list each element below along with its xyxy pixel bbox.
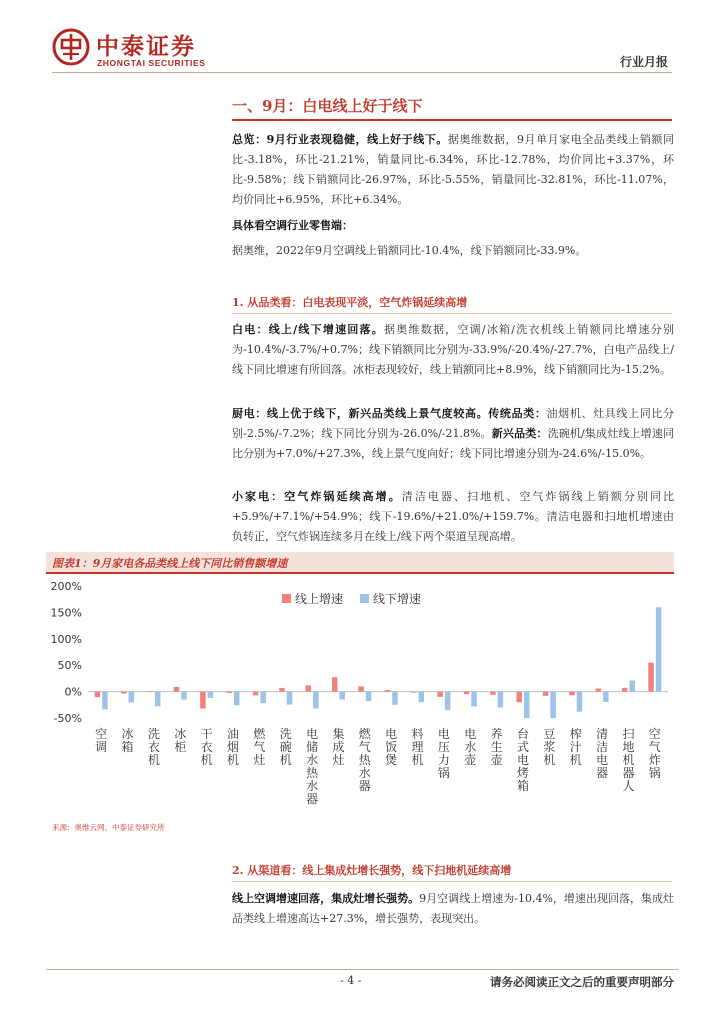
small-appliance-lead: 小家电：空气炸锅延续高增。 <box>232 490 402 503</box>
bar-online <box>306 685 312 691</box>
bar-online <box>332 677 338 691</box>
bar-offline <box>498 692 504 708</box>
subsection-1-divider <box>232 313 672 314</box>
x-category-label: 燃气热水器 <box>358 727 371 793</box>
bar-online <box>95 692 101 697</box>
channel-body: 9月空调线上增速为-10.4%，增速出现回落，集成灶品类线上增速高达+27.3%，增长强势，表现突出。 <box>232 892 674 925</box>
x-category-label: 冰箱 <box>121 727 134 754</box>
bar-offline <box>656 607 662 691</box>
section-title-underline <box>232 119 672 121</box>
bar-online <box>253 692 259 696</box>
bar-online <box>596 688 602 691</box>
figure-source: 来源：奥维云网、中泰证券研究所 <box>52 823 165 832</box>
x-category-label: 电储水热水器 <box>306 727 319 806</box>
bar-online <box>569 692 575 696</box>
x-category-label: 油烟机 <box>226 727 240 767</box>
y-tick-label: 200% <box>50 580 82 593</box>
bar-chart <box>46 574 674 818</box>
bar-offline <box>392 692 398 705</box>
bar-online <box>622 688 628 692</box>
x-category-label: 电饭煲 <box>385 727 398 767</box>
bar-offline <box>550 692 556 718</box>
white-goods-body: 据奥维数据，空调/冰箱/洗衣机线上销额同比增速分别为-10.4%/-3.7%/+0.7%；线下销额同比分别为-33.9%/-20.4%/-27.7%，白电产品线上/线下同比增速有所回落。冰柜表现较好，线上销额同比+8.9%，线下销额同比为-15.2%。 <box>232 323 674 376</box>
x-category-label: 清洁电器 <box>596 727 609 780</box>
bar-offline <box>419 692 425 703</box>
footer-divider <box>46 969 678 970</box>
bar-offline <box>260 692 266 704</box>
channel-lead: 线上空调增速回落，集成灶增长强势。 <box>232 892 420 905</box>
kitchen-body-1: 油烟机、灶具线上同比分别-2.5%/-7.2%；线下同比分别为-26.0%/-21.8%。 <box>232 407 675 440</box>
bar-online <box>385 690 391 692</box>
bar-offline <box>577 692 583 712</box>
bar-online <box>174 687 180 692</box>
x-category-label: 扫地机器人 <box>622 727 635 793</box>
bar-online <box>147 691 153 692</box>
bar-online <box>279 688 285 692</box>
bar-online <box>227 692 233 693</box>
section-title: 一、9月：白电线上好于线下 <box>232 97 423 115</box>
bar-offline <box>155 692 161 707</box>
ac-retail-paragraph: 据奥维，2022年9月空调线上销额同比-10.4%，线下销额同比-33.9%。 <box>232 244 587 257</box>
kitchen-paragraph <box>232 404 674 464</box>
x-category-label: 台式电烤箱 <box>516 727 530 793</box>
header-divider <box>52 72 672 73</box>
legend-label: 线上增速 <box>295 592 344 606</box>
bar-offline <box>313 692 319 709</box>
kitchen-body-2: 洗碗机/集成灶线上增速同比分别为+7.0%/+27.3%，线上景气度向好；线下同比增速分别为-24.6%/-15.0%。 <box>232 427 674 460</box>
x-category-label: 电压力锅 <box>437 727 450 780</box>
x-category-label: 榨汁机 <box>569 727 582 767</box>
x-category-label: 料理机 <box>411 727 424 767</box>
kitchen-lead-2: 新兴品类： <box>491 427 548 440</box>
x-category-label: 冰柜 <box>174 727 187 754</box>
kitchen-lead: 厨电：线上优于线下，新兴品类线上景气度较高。传统品类： <box>232 407 547 420</box>
footer-disclaimer: 请务必阅读正文之后的重要声明部分 <box>490 975 674 989</box>
bar-offline <box>129 692 135 703</box>
legend-label: 线下增速 <box>373 592 422 606</box>
bar-online <box>411 692 417 693</box>
white-goods-lead: 白电：线上/线下增速回落。 <box>232 323 385 336</box>
bar-offline <box>471 692 477 707</box>
small-appliance-paragraph <box>232 487 674 547</box>
small-appliance-body: 清洁电器、扫地机、空气炸锅线上销额分别同比+5.9%/+7.1%/+54.9%；线下-19.6%/+21.0%/+159.7%。清洁电器和扫地机增速由负转正，空气炸锅连续多月在线上/线下两个渠道呈现高增。 <box>232 490 675 543</box>
x-category-label: 空气炸锅 <box>648 727 661 780</box>
x-category-label: 干衣机 <box>200 727 213 767</box>
overview-paragraph <box>232 130 674 210</box>
x-category-label: 电水壶 <box>464 727 477 767</box>
overview-lead: 总览：9月行业表现稳健，线上好于线下。 <box>232 133 448 146</box>
logo-mark-icon <box>52 28 90 66</box>
bar-offline <box>287 692 293 705</box>
bar-offline <box>524 692 530 718</box>
bar-offline <box>339 692 345 700</box>
bar-offline <box>445 692 451 710</box>
overview-body: 据奥维数据，9月单月家电全品类线上销额同比-3.18%，环比-21.21%，销量同比-6.34%，环比-12.78%，均价同比+3.37%，环比-9.58%；线下销额同比-26.97%，环比-5.55%，销量同比-32.81%，环比-11.07%，均价同比+6.95%，环比+6.34%。 <box>232 133 674 206</box>
bar-online <box>200 692 206 709</box>
x-category-label: 洗碗机 <box>279 727 292 767</box>
y-tick-label: 50% <box>57 659 82 673</box>
y-tick-label: -50% <box>53 712 82 725</box>
bar-offline <box>181 692 187 700</box>
legend-swatch <box>360 594 369 603</box>
legend-swatch <box>282 594 291 603</box>
y-tick-label: 0% <box>64 685 82 699</box>
x-category-label: 空调 <box>95 727 108 754</box>
bar-online <box>517 692 523 703</box>
bar-offline <box>234 692 240 706</box>
company-name-en: ZHONGTAI SECURITIES <box>97 58 206 68</box>
x-category-label: 养生壶 <box>490 727 503 767</box>
bar-online <box>648 663 654 692</box>
subsection-2-title: 2. 从渠道看：线上集成灶增长强势，线下扫地机延续高增 <box>232 864 512 877</box>
bar-offline <box>366 692 372 702</box>
bar-online <box>121 692 127 694</box>
report-type-label: 行业月报 <box>619 55 668 69</box>
bar-offline <box>629 681 635 692</box>
bar-online <box>358 686 364 691</box>
figure-title: 图表1：9月家电各品类线上线下同比销售额增速 <box>52 557 288 570</box>
x-category-label: 洗衣机 <box>147 727 160 767</box>
bar-online <box>543 692 549 696</box>
x-category-label: 豆浆机 <box>543 727 556 767</box>
y-tick-label: 150% <box>50 606 82 620</box>
bar-online <box>464 692 470 695</box>
bar-offline <box>102 692 108 710</box>
channel-paragraph <box>232 889 674 929</box>
bar-online <box>437 692 443 697</box>
subsection-2-divider <box>232 881 672 882</box>
white-goods-paragraph <box>232 320 674 380</box>
bar-offline <box>208 692 214 698</box>
company-name-cn: 中泰证券 <box>96 34 196 60</box>
y-tick-label: 100% <box>50 632 82 646</box>
bar-online <box>490 692 496 695</box>
page-number: - 4 - <box>340 974 362 987</box>
x-category-label: 集成灶 <box>332 727 345 767</box>
bar-offline <box>603 692 609 702</box>
ac-retail-heading: 具体看空调行业零售端： <box>232 219 353 232</box>
x-category-label: 燃气灶 <box>253 727 266 767</box>
subsection-1-title: 1. 从品类看：白电表现平淡，空气炸锅延续高增 <box>232 296 468 309</box>
